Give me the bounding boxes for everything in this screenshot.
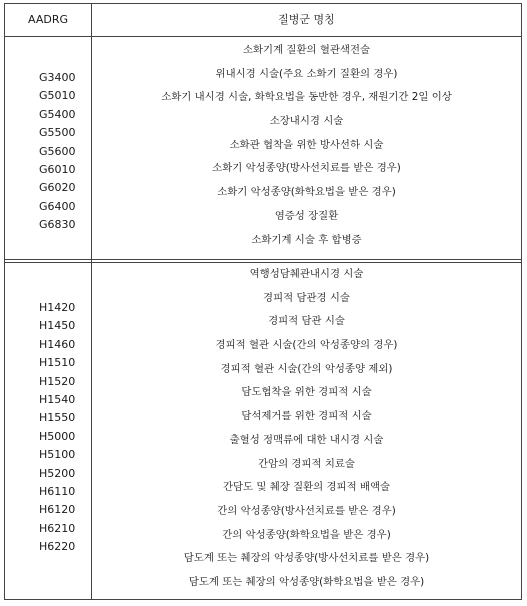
drg-table xyxy=(4,3,522,600)
name-cell: 경피적 혈관 시술(간의 악성종양 제외) xyxy=(220,362,393,375)
code-cell: H1550 xyxy=(39,411,76,425)
name-cell: 소화기 악성종양(화학요법을 받은 경우) xyxy=(217,186,396,199)
header-aadrg: AADRG xyxy=(28,13,68,26)
name-cell: 담도계 또는 췌장의 악성종양(방사선치료를 받은 경우) xyxy=(183,552,430,565)
code-cell: H1540 xyxy=(39,393,76,407)
code-cell: G3400 xyxy=(39,71,76,84)
code-cell: G5010 xyxy=(39,89,76,103)
code-cell: G6020 xyxy=(39,181,76,195)
name-cell: 경피적 담관경 시술 xyxy=(263,291,350,304)
code-cell: H1510 xyxy=(39,356,76,370)
code-cell: H1460 xyxy=(39,337,76,351)
name-cell: 출혈성 정맥류에 대한 내시경 시술 xyxy=(229,433,384,446)
name-cell: 소화기계 시술 후 합병증 xyxy=(251,233,362,246)
code-list xyxy=(39,69,91,235)
code-cell: H6210 xyxy=(39,521,76,535)
table-group-digestive xyxy=(5,37,521,259)
code-cell: H5100 xyxy=(39,448,76,462)
name-cell: 염증성 장질환 xyxy=(274,209,339,222)
table-group-hepatobiliary xyxy=(5,263,521,599)
code-cell: H1450 xyxy=(39,319,76,333)
table-header xyxy=(5,4,521,37)
code-list xyxy=(39,299,91,557)
code-cell: G5600 xyxy=(39,144,76,158)
name-cell: 소화기 내시경 시술, 화학요법을 동반한 경우, 재원기간 2일 이상 xyxy=(161,91,452,104)
name-list xyxy=(92,263,521,595)
group-divider xyxy=(5,259,521,260)
code-cell: G6010 xyxy=(39,163,76,177)
name-cell: 담도계 또는 췌장의 악성종양(화학요법을 받은 경우) xyxy=(188,575,425,588)
name-cell: 소화관 협착을 위한 방사선하 시술 xyxy=(229,138,384,151)
code-cell: G5400 xyxy=(39,107,76,121)
name-cell: 소화기계 질환의 혈관색전술 xyxy=(242,44,371,56)
code-cell: H6110 xyxy=(39,485,76,499)
name-cell: 역행성담췌관내시경 시술 xyxy=(249,268,364,280)
code-cell: H1520 xyxy=(39,374,76,388)
code-cell: G5500 xyxy=(39,126,76,140)
name-cell: 담석제거를 위한 경피적 시술 xyxy=(241,410,372,423)
name-cell: 소장내시경 시술 xyxy=(269,115,344,128)
header-disease-group-name: 질병군 명칭 xyxy=(278,13,335,26)
name-cell: 간의 악성종양(방사선치료를 받은 경우) xyxy=(217,504,396,517)
code-cell: H6120 xyxy=(39,503,76,517)
name-cell: 소화기 악성종양(방사선치료를 받은 경우) xyxy=(212,162,401,175)
name-cell: 간담도 및 췌장 질환의 경피적 배액술 xyxy=(222,481,391,494)
code-cell: H6220 xyxy=(39,540,76,554)
name-list xyxy=(92,39,521,252)
name-cell: 간암의 경피적 치료술 xyxy=(258,457,355,470)
code-cell: G6400 xyxy=(39,199,76,213)
code-cell: G6830 xyxy=(39,218,76,232)
name-cell: 경피적 혈관 시술(간의 악성종양의 경우) xyxy=(215,339,398,352)
code-cell: H1420 xyxy=(39,301,76,314)
name-cell: 경피적 담관 시술 xyxy=(268,315,345,328)
code-cell: H5200 xyxy=(39,466,76,480)
name-cell: 위내시경 시술(주요 소화기 질환의 경우) xyxy=(215,67,398,80)
name-cell: 간의 악성종양(화학요법을 받은 경우) xyxy=(222,528,391,541)
name-cell: 담도협착을 위한 경피적 시술 xyxy=(241,386,372,399)
code-cell: H5000 xyxy=(39,429,76,443)
